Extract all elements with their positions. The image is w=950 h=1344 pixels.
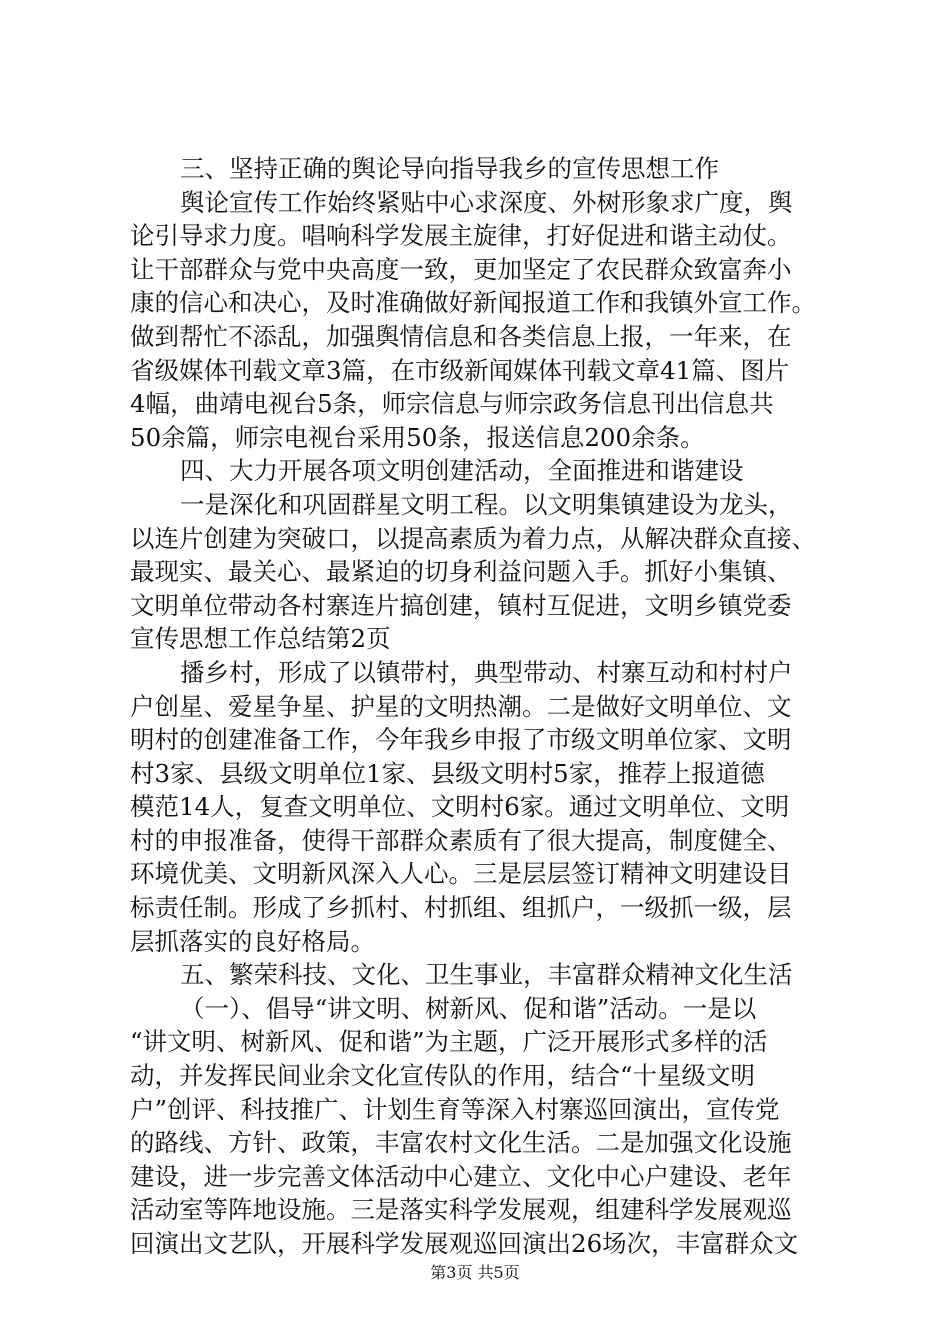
- paragraph-line: 动，并发挥民间业余文化宣传队的作用，结合“十星级文明: [130, 1061, 756, 1091]
- paragraph-line: 省级媒体刊载文章3篇，在市级新闻媒体刊载文章41篇、图片: [130, 355, 790, 385]
- section-heading-4: 四、大力开展各项文明创建活动，全面推进和谐建设: [180, 456, 744, 486]
- paragraph-line: 最现实、最关心、最紧迫的切身利益问题入手。抓好小集镇、: [130, 557, 792, 587]
- paragraph-line: 4幅，曲靖电视台5条，师宗信息与师宗政务信息刊出信息共: [130, 389, 774, 419]
- paragraph-line: 村3家、县级文明单位1家、县级文明村5家，推荐上报道德: [130, 758, 765, 788]
- paragraph-line: 标责任制。形成了乡抓村、村抓组、组抓户，一级抓一级，层: [130, 893, 792, 923]
- paragraph-line: 建设，进一步完善文体活动中心建立、文化中心户建设、老年: [130, 1161, 792, 1191]
- paragraph-line: 康的信心和决心，及时准确做好新闻报道工作和我镇外宣工作。: [130, 288, 816, 318]
- paragraph-line: 以连片创建为突破口，以提高素质为着力点，从解决群众直接、: [130, 523, 816, 553]
- paragraph-line: 舆论宣传工作始终紧贴中心求深度、外树形象求广度，舆: [180, 187, 793, 217]
- paragraph-line: 做到帮忙不添乱，加强舆情信息和各类信息上报，一年来，在: [130, 321, 792, 351]
- paragraph-line: 论引导求力度。唱响科学发展主旋律，打好促进和谐主动仗。: [130, 221, 792, 251]
- document-body: [130, 152, 830, 1261]
- paragraph-line: （一）、倡导“讲文明、树新风、促和谐”活动。一是以: [180, 993, 757, 1023]
- section-heading-3: 三、坚持正确的舆论导向指导我乡的宣传思想工作: [180, 154, 719, 183]
- paragraph-line: 环境优美、文明新风深入人心。三是层层签订精神文明建设目: [130, 859, 792, 889]
- paragraph-line: 模范14人，复查文明单位、文明村6家。通过文明单位、文明: [130, 792, 790, 822]
- paragraph-line: 一是深化和巩固群星文明工程。以文明集镇建设为龙头，: [180, 489, 793, 519]
- page-footer: 第3页 共5页: [430, 1263, 520, 1282]
- paragraph-line: 50余篇，师宗电视台采用50条，报送信息200余条。: [130, 422, 705, 452]
- paragraph-line: “讲文明、树新风、促和谐”为主题，广泛开展形式多样的活: [130, 1027, 768, 1057]
- paragraph-line: 播乡村，形成了以镇带村，典型带动、村寨互动和村村户: [180, 657, 793, 687]
- paragraph-line: 户创星、爱星争星、护星的文明热潮。二是做好文明单位、文: [130, 691, 792, 721]
- paragraph-line: 回演出文艺队，开展科学发展观巡回演出26场次，丰富群众文: [130, 1229, 799, 1258]
- paragraph-line: 村的申报准备，使得干部群众素质有了很大提高，制度健全、: [130, 825, 792, 855]
- paragraph-line: 层抓落实的良好格局。: [130, 926, 375, 956]
- paragraph-line: 宣传思想工作总结第2页: [130, 624, 391, 654]
- section-heading-5: 五、繁荣科技、文化、卫生事业，丰富群众精神文化生活: [180, 960, 793, 990]
- paragraph-line: 的路线、方针、政策，丰富农村文化生活。二是加强文化设施: [130, 1128, 792, 1158]
- paragraph-line: 活动室等阵地设施。三是落实科学发展观，组建科学发展观巡: [130, 1195, 792, 1225]
- paragraph-line: 明村的创建准备工作，今年我乡申报了市级文明单位家、文明: [130, 725, 792, 755]
- paragraph-line: 文明单位带动各村寨连片搞创建，镇村互促进，文明乡镇党委: [130, 590, 792, 620]
- paragraph-line: 让干部群众与党中央高度一致，更加坚定了农民群众致富奔小: [130, 254, 792, 284]
- paragraph-line: 户”创评、科技推广、计划生育等深入村寨巡回演出，宣传党: [130, 1094, 780, 1124]
